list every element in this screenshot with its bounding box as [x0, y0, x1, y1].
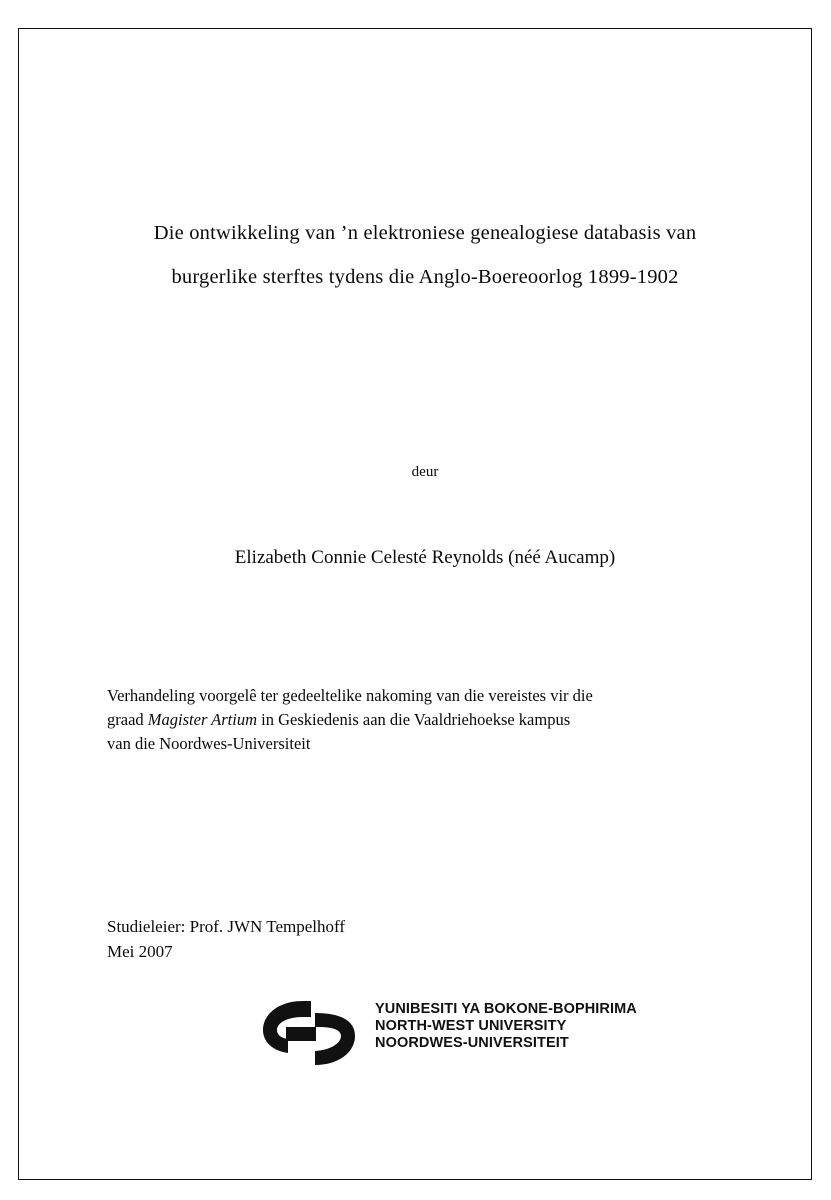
page-border	[18, 28, 812, 1180]
degree-statement-line-2-suffix: in Geskiedenis aan die Vaaldriehoekse kampus	[257, 710, 571, 729]
university-logo-block	[257, 995, 677, 1075]
by-label: deur	[411, 464, 439, 480]
north-west-university-logo-icon	[257, 997, 369, 1069]
degree-statement-line-3: van die Noordwes-Universiteit	[107, 734, 311, 753]
title-line-1: Die ontwikkeling van ’n elektroniese genealogiese databasis van	[153, 222, 697, 244]
author-name: Elizabeth Connie Celesté Reynolds (néé Aucamp)	[234, 547, 616, 568]
submission-date: Mei 2007	[107, 942, 173, 961]
university-logo-text	[375, 1001, 637, 1052]
degree-name: Magister Artium	[147, 710, 258, 729]
logo-text-line-1: YUNIBESITI YA BOKONE-BOPHIRIMA	[375, 1001, 637, 1017]
degree-statement-line-2-prefix: graad	[107, 710, 148, 729]
logo-text-line-2: NORTH-WEST UNIVERSITY	[375, 1018, 567, 1034]
title-page-content	[105, 29, 745, 1179]
logo-text-line-3: NOORDWES-UNIVERSITEIT	[375, 1035, 569, 1051]
degree-statement-line-1: Verhandeling voorgelê ter gedeeltelike nakoming van die vereistes vir die	[107, 686, 593, 705]
page-title	[105, 211, 745, 299]
degree-statement	[107, 684, 735, 756]
supervisor-block	[107, 914, 607, 964]
title-line-2: burgerlike sterftes tydens die Anglo-Boereoorlog 1899-1902	[171, 266, 679, 288]
degree-statement-line-2	[107, 708, 735, 732]
supervisor-name: Studieleier: Prof. JWN Tempelhoff	[107, 917, 346, 936]
